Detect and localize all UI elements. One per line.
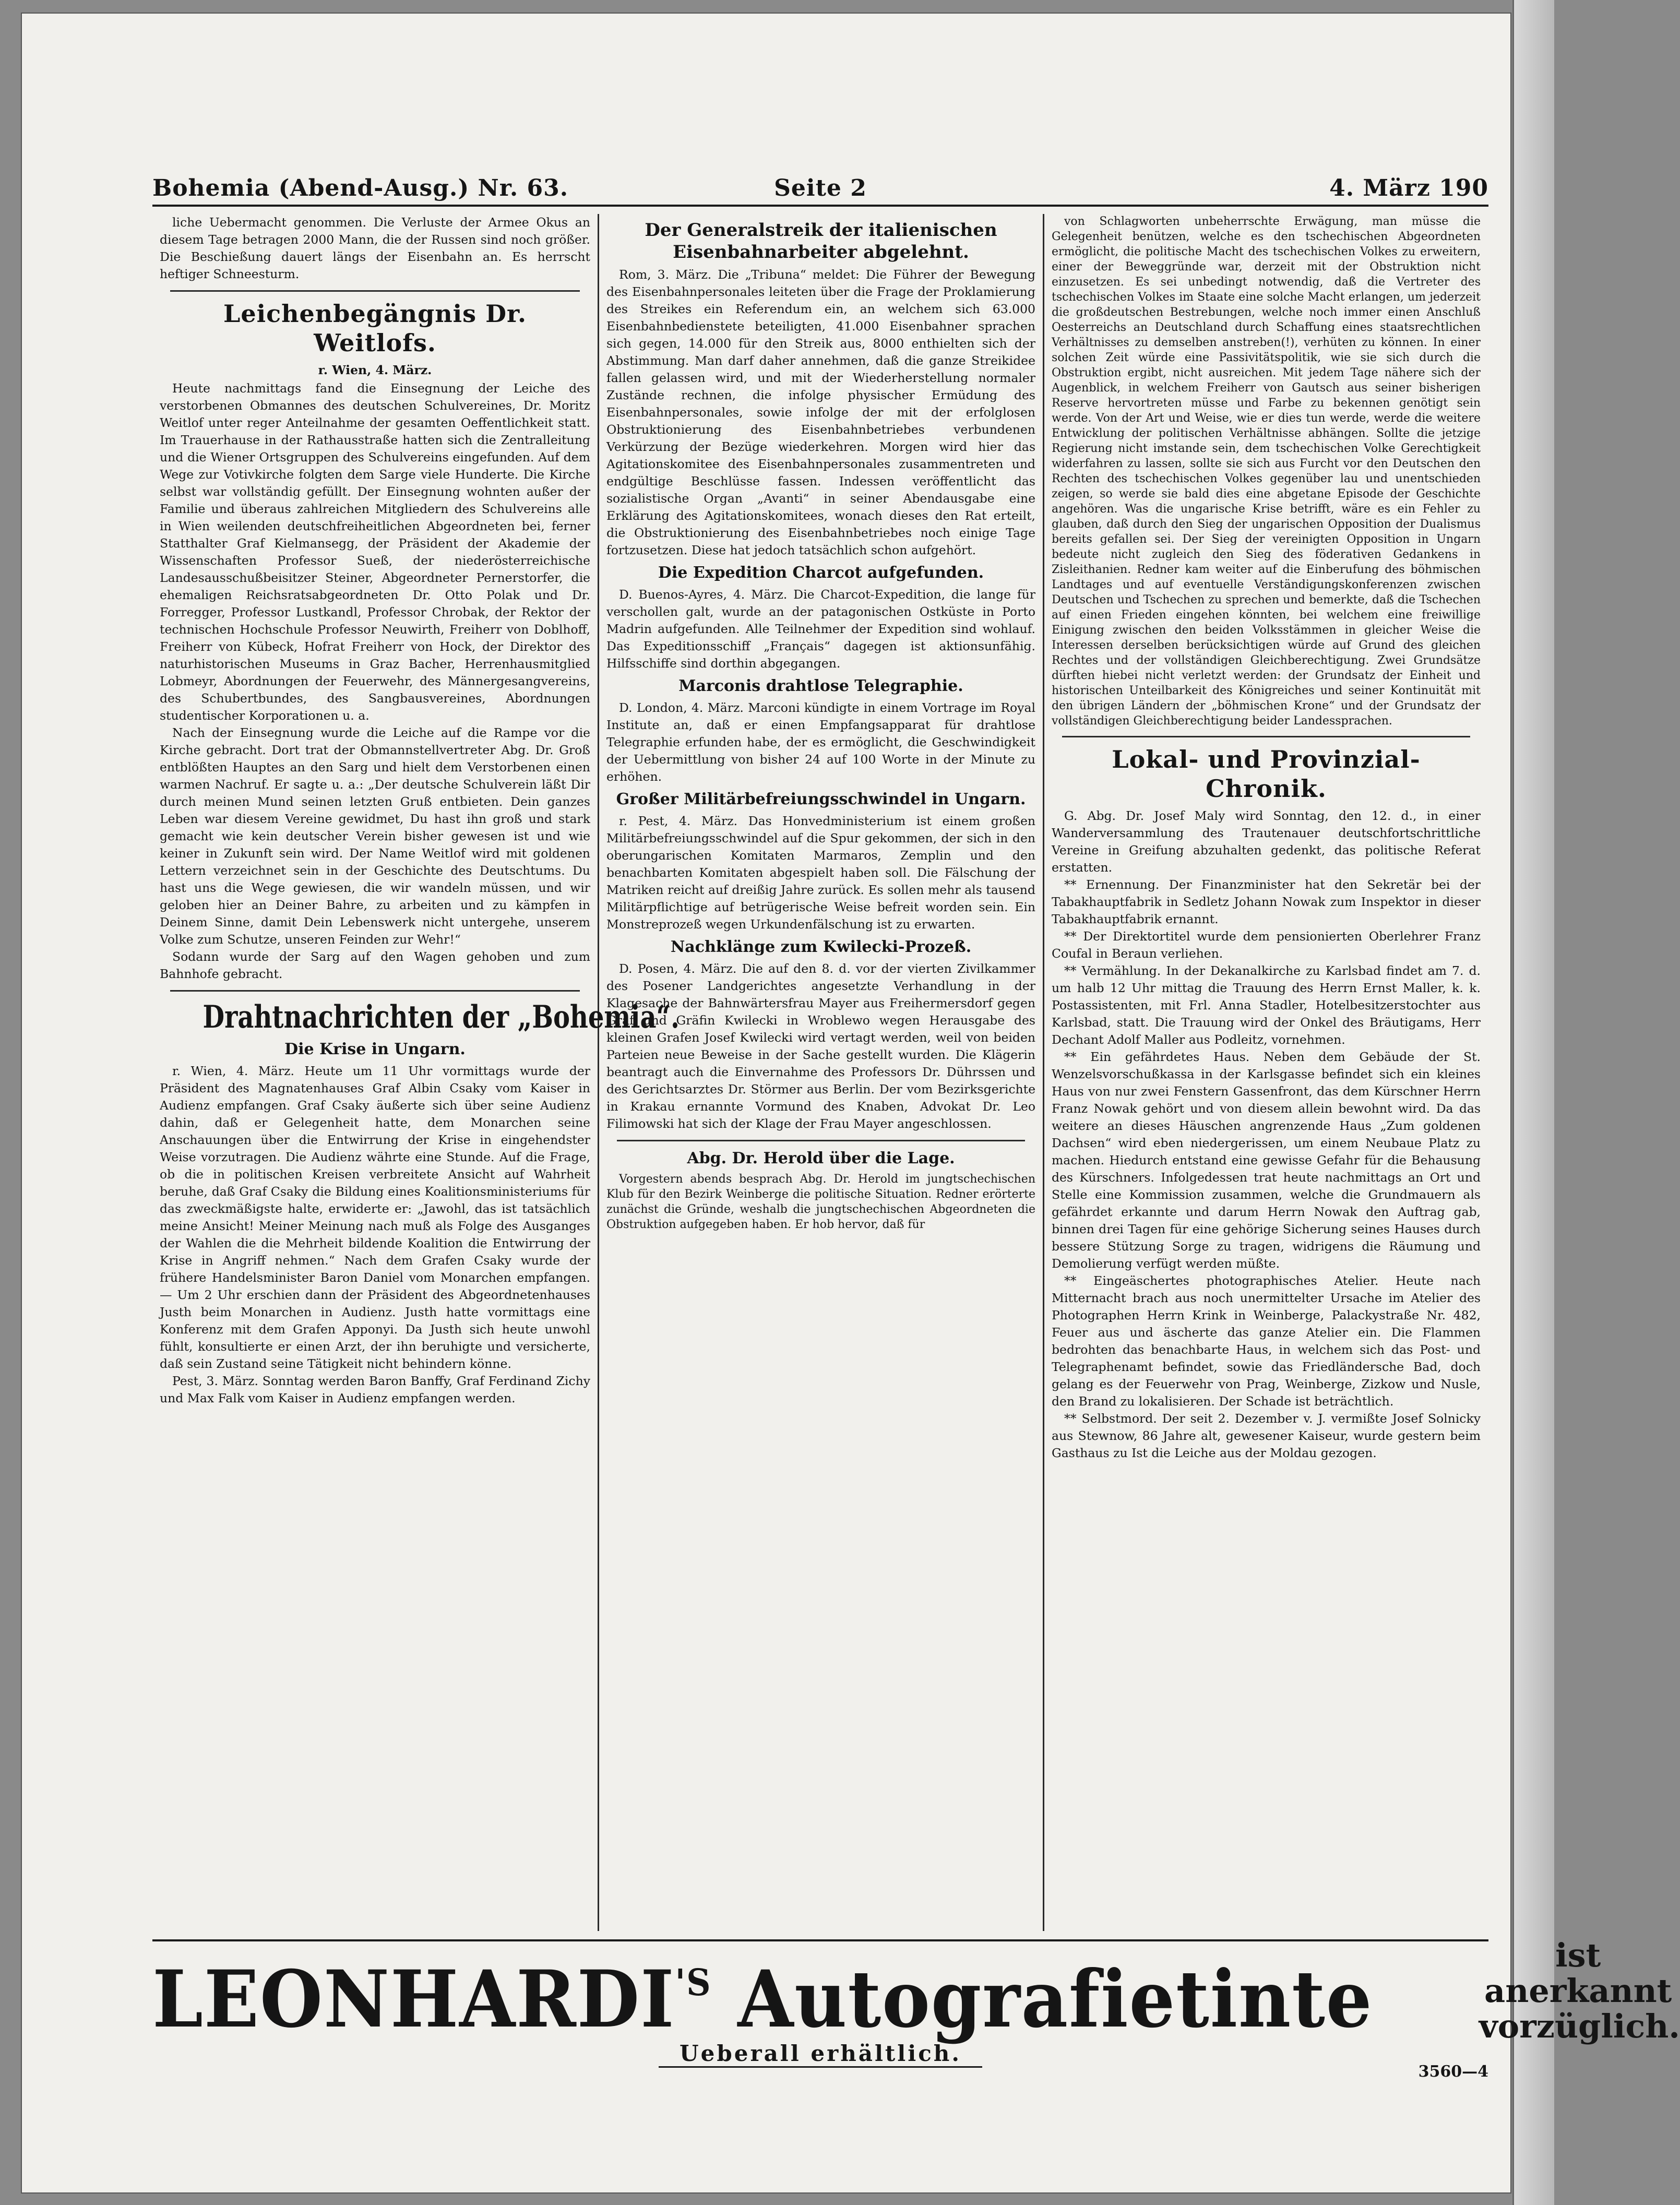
article-paragraph: Nach der Einsegnung wurde die Leiche auf die Rampe vor die Kirche gebracht. Dort trat der Obmannstellvertreter Abg. Dr. Groß entblößten Hauptes an den Sarg und hielt dem Verstorbenen einen warmen Nachruf. Er sagte u. a.: „Der deutsche Schulverein läßt Dir durch meinen Mund seinen letzten Gruß entbieten. Dein ganzes Leben war diesem Vereine gewidmet, Du hast ihn groß und stark gemacht wie kein deutscher Verein bisher gewesen ist und wie keiner in Zukunft sein wird. Der Name Weitlof wird mit goldenen Lettern verzeichnet sein in der Geschichte des Deutschtums. Du hast uns die Wege gewiesen, die wir wandeln müssen, und wir geloben hier an Deiner Bahre, zu arbeiten und zu kämpfen in Deinem Sinne, damit Dein Lebenswerk nicht untergehe, unserem Volke zum Schutze, unseren Feinden zur Wehr!“: [160, 725, 590, 947]
column-2: [598, 214, 1043, 1931]
article-title-kwilecki: Nachklänge zum Kwilecki-Prozeß.: [670, 938, 972, 956]
column-3: [1043, 214, 1488, 1931]
article-paragraph: r. Wien, 4. März. Heute um 11 Uhr vormittags wurde der Präsident des Magnatenhauses Graf Albin Csaky vom Kaiser in Audienz empfangen. Graf Csaky äußerte sich über seine Audienz dahin, daß er Gelegenheit hatte, dem Monarchen seine Anschauungen über die Entwirrung der Krise in eingehendster Weise vorzutragen. Die Audienz währte eine Stunde. Auf die Frage, ob die in politischen Kreisen verbreitete Ansicht auf Wahrheit beruhe, daß Graf Csaky die Bildung eines Koalitionsministeriums für das zweckmäßigste halte, erwiderte er: „Jawohl, das ist tatsächlich meine Ansicht! Meiner Meinung nach muß als Folge des Ausganges der Wahlen die die Mehrheit bildende Koalition die Entwirrung der Krise in Angriff nehmen.“ Nach dem Grafen Csaky wurde der frühere Handelsminister Baron Daniel vom Monarchen empfangen. — Um 2 Uhr erschien dann der Präsident des Abgeordnetenhauses Justh beim Monarchen in Audienz. Justh hatte vormittags eine Konferenz mit dem Grafen Apponyi. Da Justh sich heute unwohl fühlt, konsultierte er einen Arzt, der ihn beruhigte und versicherte, daß sein Zustand seine Tätigkeit nicht behindern könne.: [160, 1064, 590, 1371]
article-paragraph: Vorgestern abends besprach Abg. Dr. Herold im jungtschechischen Klub für den Bezirk Weinberge die politische Situation. Redner erörterte zunächst die Gründe, weshalb die jungtschechischen Abgeordneten die Obstruktion aufgegeben haben. Er hob hervor, daß für: [606, 1173, 1035, 1231]
section-title-telegrams: Drahtnachrichten der „Bohemia“.: [202, 999, 680, 1035]
ad-claim: [1479, 1936, 1680, 2045]
article-title-krise: Die Krise in Ungarn.: [284, 1040, 466, 1058]
page-content: [152, 170, 1680, 2101]
article-paragraph: Rom, 3. März. Die „Tribuna“ meldet: Die Führer der Bewegung des Eisenbahnpersonales leiteten über die Frage der Proklamierung des Streikes ein Referendum ein, an welchem sich 63.000 Eisenbahnbedienstete beteiligten, 41.000 Eisenbahner sprachen sich gegen, 14.000 für den Streik aus, 8000 enthielten sich der Abstimmung. Man darf daher annehmen, daß die ganze Streikidee fallen gelassen wird, und mit der Wiederherstellung normaler Zustände rechnen, die infolge physischer Ermüdung des Eisenbahnpersonales, sowie infolge der mit der erfolglosen Obstruktionierung des Eisenbahnbetriebes verbundenen Verkürzung der Bezüge wiederkehren. Morgen wird hier das Agitationskomitee des Eisenbahnpersonales zusammentreten und endgültige Beschlüsse fassen. Indessen veröffentlicht das sozialistische Organ „Avanti“ in seiner Abendausgabe eine Erklärung des Agitationskomitees, wonach dieses den Rat erteilt, die Obstruktionierung des Eisenbahnbetriebes noch einige Tage fortzusetzen. Diese hat jedoch tatsächlich schon aufgehört.: [606, 267, 1035, 557]
chronik-item: ** Ernennung. Der Finanzminister hat den Sekretär bei der Tabakhauptfabrik in Sedletz Johann Nowak zum Inspektor in dieser Tabakhauptfabrik ernannt.: [1052, 877, 1481, 926]
article-title-charcot: Die Expedition Charcot aufgefunden.: [658, 564, 984, 582]
article-paragraph: r. Pest, 4. März. Das Honvedministerium ist einem großen Militärbefreiungsschwindel auf die Spur gekommen, der sich in den oberungarischen Komitaten Marmaros, Zemplin und den benachbarten Komitaten abgespielt haben soll. Die Fälschung der Matriken reicht auf dreißig Jahre zurück. Es sollen mehr als tausend Militärpflichtige auf betrügerische Weise befreit worden sein. Ein Monstreprozeß wegen Urkundenfälschung ist zu erwarten.: [606, 814, 1035, 932]
article-paragraph: Heute nachmittags fand die Einsegnung der Leiche des verstorbenen Obmannes des deutschen Schulvereines, Dr. Moritz Weitlof unter reger Anteilnahme der gesamten Oeffentlichkeit statt. Im Trauerhause in der Rathausstraße hatten sich die Zentralleitung und die Wiener Ortsgruppen des Schulvereins eingefunden. Auf dem Wege zur Votivkirche folgten dem Sarge viele Hunderte. Die Kirche selbst war vollständig gefüllt. Der Einsegnung wohnten außer der Familie und überaus zahlreichen Mitgliedern des Schulvereins alle in Wien weilenden deutschfreiheitlichen Abgeordneten bei, ferner Statthalter Graf Kielmansegg, der Präsident der Akademie der Wissenschaften Professor Sueß, der niederösterreichische Landesausschußbeisitzer Steiner, Abgeordneter Pernerstorfer, die ehemaligen Reichsratsabgeordneten Dr. Otto Polak und Dr. Forregger, Professor Lustkandl, Professor Chrobak, der Rektor der technischen Hochschule Professor Neuwirth, Freiherr von Doblhoff, Freiherr von Kübeck, Hofrat Freiherr von Hock, der Direktor des naturhistorischen Museums in Graz Bacher, Herrenhausmitglied Lobmeyr, Abordnungen der Feuerwehr, des Männergesangvereins, des Schubertbundes, des Sangbausvereines, Abordnungen studentischer Korporationen u. a.: [160, 381, 590, 723]
article-title-strike: Der Generalstreik der italienischen Eisenbahnarbeiter abgelehnt.: [645, 220, 997, 263]
chronik-item: ** Der Direktortitel wurde dem pensionierten Oberlehrer Franz Coufal in Beraun verliehen.: [1052, 929, 1481, 961]
ad-brand: [152, 1938, 1373, 2044]
article-title-marconi: Marconis drahtlose Telegraphie.: [678, 677, 963, 695]
article-paragraph: D. Buenos-Ayres, 4. März. Die Charcot-Expedition, die lange für verschollen galt, wurde an der patagonischen Ostküste in Porto Madrin aufgefunden. Alle Teilnehmer der Expedition sind wohlauf. Das Expeditionsschiff „Français“ dagegen ist aktionsunfähig. Hilfsschiffe sind dorthin abgegangen.: [606, 587, 1035, 671]
newspaper-page: [22, 14, 1680, 2192]
section-title-chronik: Lokal- und Provinzial-Chronik.: [1112, 745, 1421, 803]
running-head: [152, 170, 1488, 207]
advertisement: [152, 1936, 1680, 2085]
article-paragraph: D. London, 4. März. Marconi kündigte in einem Vortrage im Royal Institute an, daß er einen Empfangsapparat für drahtlose Telegraphie erfunden habe, der es ermöglicht, die Geschwindigkeit der Uebermittlung von bisher 24 auf 100 Worte in der Minute zu erhöhen.: [606, 700, 1035, 784]
chronik-item: ** Eingeäschertes photographisches Atelier. Heute nach Mitternacht brach aus noch unermittelter Ursache im Atelier des Photographen Herrn Krink in Weinberge, Palackystraße Nr. 482, Feuer aus und äscherte das ganze Atelier ein. Die Flammen bedrohten das benachbarte Haus, in welchem sich das Post- und Telegraphenamt befindet, sowie das Friedländersche Bad, doch gelang es der Feuerwehr von Prag, Weinberge, Zizkow und Nusle, den Brand zu lokalisieren. Der Schade ist beträchtlich.: [1052, 1273, 1481, 1409]
divider: [170, 990, 580, 992]
dateline: r. Wien, 4. März.: [318, 363, 432, 377]
ad-row: [152, 1936, 1680, 2045]
herold-continuation: von Schlagworten unbeherrschte Erwägung, man müsse die Gelegenheit benützen, welche es den tschechischen Abgeordneten ermöglicht, die politische Macht des tschechischen Volkes zu erweitern, einer der Beweggründe war, derzeit mit der Obstruktion nicht einzusetzen. Es sei unbedingt notwendig, daß die Vertreter des tschechischen Volkes im Staate eine solche Macht erlangen, um jederzeit die großdeutschen Bestrebungen, welche noch immer einen Anschluß Oesterreichs an Deutschland durch Schaffung eines staatsrechtlichen Verhältnisses zu demselben anstreben(!), verhüten zu können. In einer solchen Zeit würde eine Passivitätspolitik, wie sie sich durch die Obstruktion ergibt, nicht ausreichen. Mit jedem Tage nähere sich der Augenblick, in welchem Freiherr von Gautsch aus seiner bisherigen Reserve hervortreten müsse und Farbe zu bekennen genötigt sein werde. Von der Art und Weise, wie er dies tun werde, werde die weitere Entwicklung der politischen Verhältnisse abhängen. Sollte die jetzige Regierung nicht imstande sein, dem tschechischen Volke Gerechtigkeit widerfahren zu lassen, sollte sie sich aus Furcht vor den Deutschen den Rechten des tschechischen Volkes gegenüber lau und unentschieden zeigen, so werde sie bald dies eine abgetane Episode der Geschichte angehören. Was die ungarische Krise betrifft, wäre es ein Fehler zu glauben, daß durch den Sieg der ungarischen Opposition der Dualismus bereits gefallen sei. Der Sieg der vereinigten Opposition in Ungarn bedeute nicht zugleich den Sieg des föderativen Gedankens in Zisleithanien. Redner kam weiter auf die Einberufung des böhmischen Landtages und auf eventuelle Verständigungskonferenzen zwischen Deutschen und Tschechen zu sprechen und bemerkte, daß die Tschechen auf einen Frieden eingehen könnten, bei welchem eine freiwillige Einigung zwischen den beiden Volksstämmen in gleicher Weise die Interessen derselben berücksichtigen würde auf Grund des gleichen Rechtes und der vollständigen Gleichberechtigung. Zwei Grundsätze dürften hiebei nicht verletzt werden: der Grundsatz der Einheit und historischen Unteilbarkeit des Königreiches und seiner Kontinuität mit den übrigen Ländern der „böhmischen Krone“ und der Grundsatz der vollständigen Gleichberechtigung beider Landessprachen.: [1052, 215, 1481, 728]
page-edge: [1512, 0, 1554, 2205]
divider: [170, 290, 580, 292]
header-publication: Bohemia (Abend-Ausg.) Nr. 63.: [152, 175, 569, 201]
war-report-continuation: liche Uebermacht genommen. Die Verluste der Armee Okus an diesem Tage betragen 2000 Mann, die der Russen sind noch größer. Die Beschießung dauert längs der Eisenbahn an. Es herrscht heftiger Schneesturm.: [160, 215, 590, 281]
ad-code: 3560—4: [1418, 2063, 1488, 2081]
article-title-weitlof: Leichenbegängnis Dr. Weitlofs.: [223, 300, 527, 357]
column-1: [152, 214, 680, 1931]
chronik-item: ** Vermählung. In der Dekanalkirche zu Karlsbad findet am 7. d. um halb 12 Uhr mittag die Trauung des Herrn Ernst Maller, k. k. Postassistenten, mit Frl. Anna Stadler, Hotelbesitzerstochter aus Karlsbad, statt. Die Trauung wird der Onkel des Bräutigams, Herr Dechant Adolf Maller aus Podleitz, vornehmen.: [1052, 963, 1481, 1047]
ad-availability: Ueberall erhältlich.: [659, 2041, 982, 2068]
header-page-number: Seite 2: [774, 175, 867, 201]
chronik-item: ** Ein gefährdetes Haus. Neben dem Gebäude der St. Wenzelsvorschußkassa in der Karlsgasse befindet sich ein kleines Haus von nur zwei Fenstern Gassenfront, das dem Kürschner Herrn Franz Nowak gehört und von diesem allein bewohnt wird. Da das weitere an dieses Häuschen angrenzende Haus „Zum goldenen Dachsen“ wird eben niedergerissen, um einem Neubaue Platz zu machen. Hiedurch entstand eine gewisse Gefahr für die Behausung des Kürschners. Infolgedessen trat heute nachmittags an Ort und Stelle eine Kommission zusammen, welche die Grundmauern als gefährdet erkannte und darum Herrn Nowak den Auftrag gab, binnen drei Tagen für eine gehörige Sicherung seines Hauses durch bessere Stützung Sorge zu tragen, widrigens die Räumung und Demolierung verfügt werden müßte.: [1052, 1050, 1481, 1271]
ad-claim-line-1: ist anerkannt: [1484, 1936, 1672, 2010]
chronik-item: ** Selbstmord. Der seit 2. Dezember v. J. vermißte Josef Solnicky aus Stewnow, 86 Jahre alt, gewesener Kaiseur, wurde gestern beim Gasthaus zu Ist die Leiche aus der Moldau gezogen.: [1052, 1411, 1481, 1460]
columns: [152, 214, 1488, 1931]
ad-claim-line-2: vorzüglich.: [1479, 2007, 1680, 2045]
article-paragraph: D. Posen, 4. März. Die auf den 8. d. vor der vierten Zivilkammer des Posener Landgerichtes angesetzte Verhandlung in der Klagesache der Bahnwärtersfrau Mayer aus Freihermersdorf gegen Graf und Gräfin Kwilecki in Wroblewo wegen Herausgabe des kleinen Grafen Josef Kwilecki wird vertagt werden, weil von beiden Parteien neue Beweise in der Sache gestellt wurden. Die Klägerin beantragt auch die Einvernahme des Professors Dr. Dührssen und des Gerichtsarztes Dr. Störmer aus Berlin. Der vom Bezirksgerichte in Krakau ernannte Vormund des Knaben, Advokat Dr. Leo Filimowski hat sich der Klage der Frau Mayer angeschlossen.: [606, 961, 1035, 1131]
ad-product: Autografietinte: [737, 1953, 1373, 2045]
article-title-herold: Abg. Dr. Herold über die Lage.: [687, 1149, 955, 1167]
divider: [1062, 736, 1470, 737]
divider: [617, 1140, 1025, 1141]
article-title-militaer: Großer Militärbefreiungsschwindel in Ungarn.: [616, 790, 1026, 808]
article-paragraph: Sodann wurde der Sarg auf den Wagen gehoben und zum Bahnhofe gebracht.: [160, 949, 590, 981]
article-paragraph: Pest, 3. März. Sonntag werden Baron Banffy, Graf Ferdinand Zichy und Max Falk vom Kaiser in Audienz empfangen werden.: [160, 1374, 590, 1405]
ad-brand-suffix: 'S: [675, 1961, 712, 2004]
header-date: 4. März 190: [1329, 175, 1488, 201]
chronik-item: G. Abg. Dr. Josef Maly wird Sonntag, den 12. d., in einer Wanderversammlung des Trautenauer deutschfortschrittliche Vereine in Greifung abzuhalten gedenkt, das politische Referat erstatten.: [1052, 808, 1481, 875]
ad-brand-name: LEONHARDI: [152, 1953, 675, 2045]
